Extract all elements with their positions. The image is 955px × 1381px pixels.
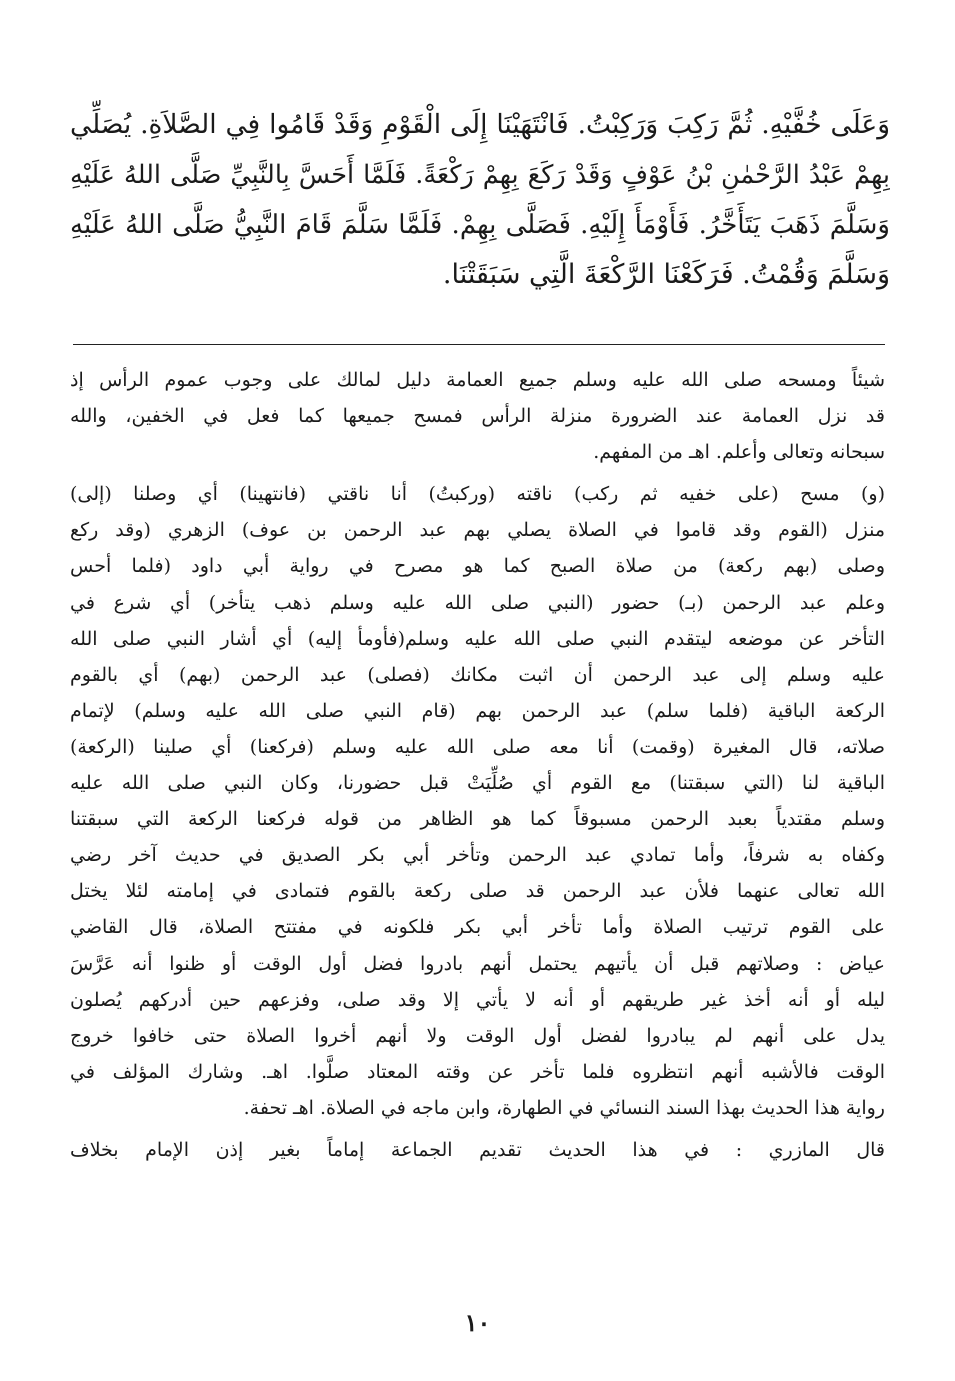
hadith-line: وَسَلَّمَ وَقُمْتُ. فَرَكَعْنَا الرَّكْعَةَ الَّتِي سَبَقَتْنَا. [442, 259, 890, 290]
commentary-line: ليله أو أنه أخذ غير طريقهم أو أنه لا يأتي إلا وقد صلى، وفزعهم حين أدركهم يُصلون [70, 988, 885, 1011]
commentary-line: وصلى (بهم ركعة) من صلاة الصبح كما هو مصرح في رواية أبي داود (فلما أحس [70, 555, 885, 578]
commentary-line: شيئاً ومسحه صلى الله عليه وسلم جميع العمامة دليل لمالك على وجوب عموم الرأس إذ [70, 369, 885, 391]
hadith-line: وَعَلَى خُفَّيْهِ. ثُمَّ رَكِبَ وَرَكِبْتُ. فَانْتَهَيْنَا إِلَى الْقَوْمِ وَقَدْ قَامُوا فِي الصَّلاَةِ. يُصَلِّي [70, 109, 890, 140]
commentary-line: الله تعالى عنهما فلأن عبد الرحمن قد صلى ركعة بالقوم فتمادى في إمامته لئلا يختل [70, 880, 885, 903]
footnote-separator [73, 344, 885, 345]
commentary-line: قد نزل العمامة عند الضرورة منزلة الرأس فمسح جميعها كما فعل في الخفين، والله [70, 405, 885, 428]
commentary-line: رواية هذا الحديث بهذا السند النسائي في الطهارة، وابن ماجه في الصلاة. اهـ تحفة. [243, 1096, 885, 1119]
commentary-text [70, 362, 885, 1168]
commentary-line: وعلم عبد الرحمن (بـ) حضور (النبي صلى الله عليه وسلم ذهب يتأخر) أي شرع في [70, 591, 885, 614]
commentary-line: يدل على أنهم لم يبادروا لفضل أول الوقت ولا أنهم أخروا الصلاة حتى خافوا خروج [70, 1024, 885, 1047]
hadith-text [70, 100, 890, 300]
commentary-line: صلاته، قال المغيرة (وقمت) أنا معه صلى الله عليه وسلم (فركعنا) أي صلينا (الركعة) [70, 735, 885, 758]
hadith-line: بِهِمْ عَبْدُ الرَّحْمٰنِ بْنُ عَوْفٍ وَقَدْ رَكَعَ بِهِمْ رَكْعَةً. فَلَمَّا أَحَسَّ بِالنَّبِيِّ صَلَّى اللهُ عَلَيْهِ [70, 160, 890, 190]
hadith-line: وَسَلَّمَ ذَهَبَ يَتَأَخَّرُ. فَأَوْمَأَ إِلَيْهِ. فَصَلَّى بِهِمْ. فَلَمَّا سَلَّمَ قَامَ النَّبِيُّ صَلَّى اللهُ عَلَيْهِ [70, 210, 890, 240]
commentary-line: منزل (القوم وقد قاموا في الصلاة يصلي بهم عبد الرحمن بن عوف) الزهري (وقد ركع [70, 519, 885, 542]
commentary-line: (و) مسح (على خفيه ثم ركب) ناقته (وركبتُ) أنا ناقتي (فانتهينا) أي وصلنا (إلى) [70, 483, 885, 506]
commentary-line: على القوم ترتيب الصلاة وأما تأخر أبي بكر فلكونه في مفتتح الصلاة، قال القاضي [70, 916, 885, 939]
commentary-line: عليه وسلم إلى عبد الرحمن أن اثبت مكانك (فصلى) عبد الرحمن (بهم) أي بالقوم [70, 663, 885, 686]
commentary-line: التأخر عن موضعه ليتقدم النبي صلى الله عليه وسلم(فأومأ إليه) أي أشار النبي صلى الله [70, 627, 885, 650]
commentary-line: قال المازري : في هذا الحديث تقديم الجماعة إماماً بغير إذن الإمام بخلاف [70, 1138, 885, 1161]
commentary-line: وكفاه به شرفاً، وأما تمادي عبد الرحمن وتأخر أبي بكر الصديق في حديث آخر رضي [70, 844, 885, 867]
page-number: ١٠ [464, 1308, 491, 1337]
commentary-line: الركعة الباقية (فلما سلم) عبد الرحمن بهم (قام النبي صلى الله عليه وسلم) لإتمام [70, 699, 885, 722]
commentary-line: وسلم مقتدياً بعبد الرحمن مسبوقاً كما هو الظاهر من قوله فركعنا الركعة التي سبقتنا [70, 808, 885, 831]
commentary-line: سبحانه وتعالى وأعلم. اهـ من المفهم. [593, 441, 885, 464]
commentary-line: عياض : وصلاتهم قبل أن يأتيهم يحتمل أنهم بادروا فضل أول الوقت أو ظنوا أنه عَرَّسَ [70, 952, 885, 975]
commentary-line: الباقية لنا (التي سبقتنا) مع القوم أي صُلِّيَتْ قبل حضورنا، وكان النبي صلى الله عليه [70, 772, 885, 795]
commentary-line: الوقت فالأشبه أنهم انتظروه فلما تأخر عن وقته المعتاد صلَّوا. اهـ. وشارك المؤلف في [70, 1060, 885, 1083]
